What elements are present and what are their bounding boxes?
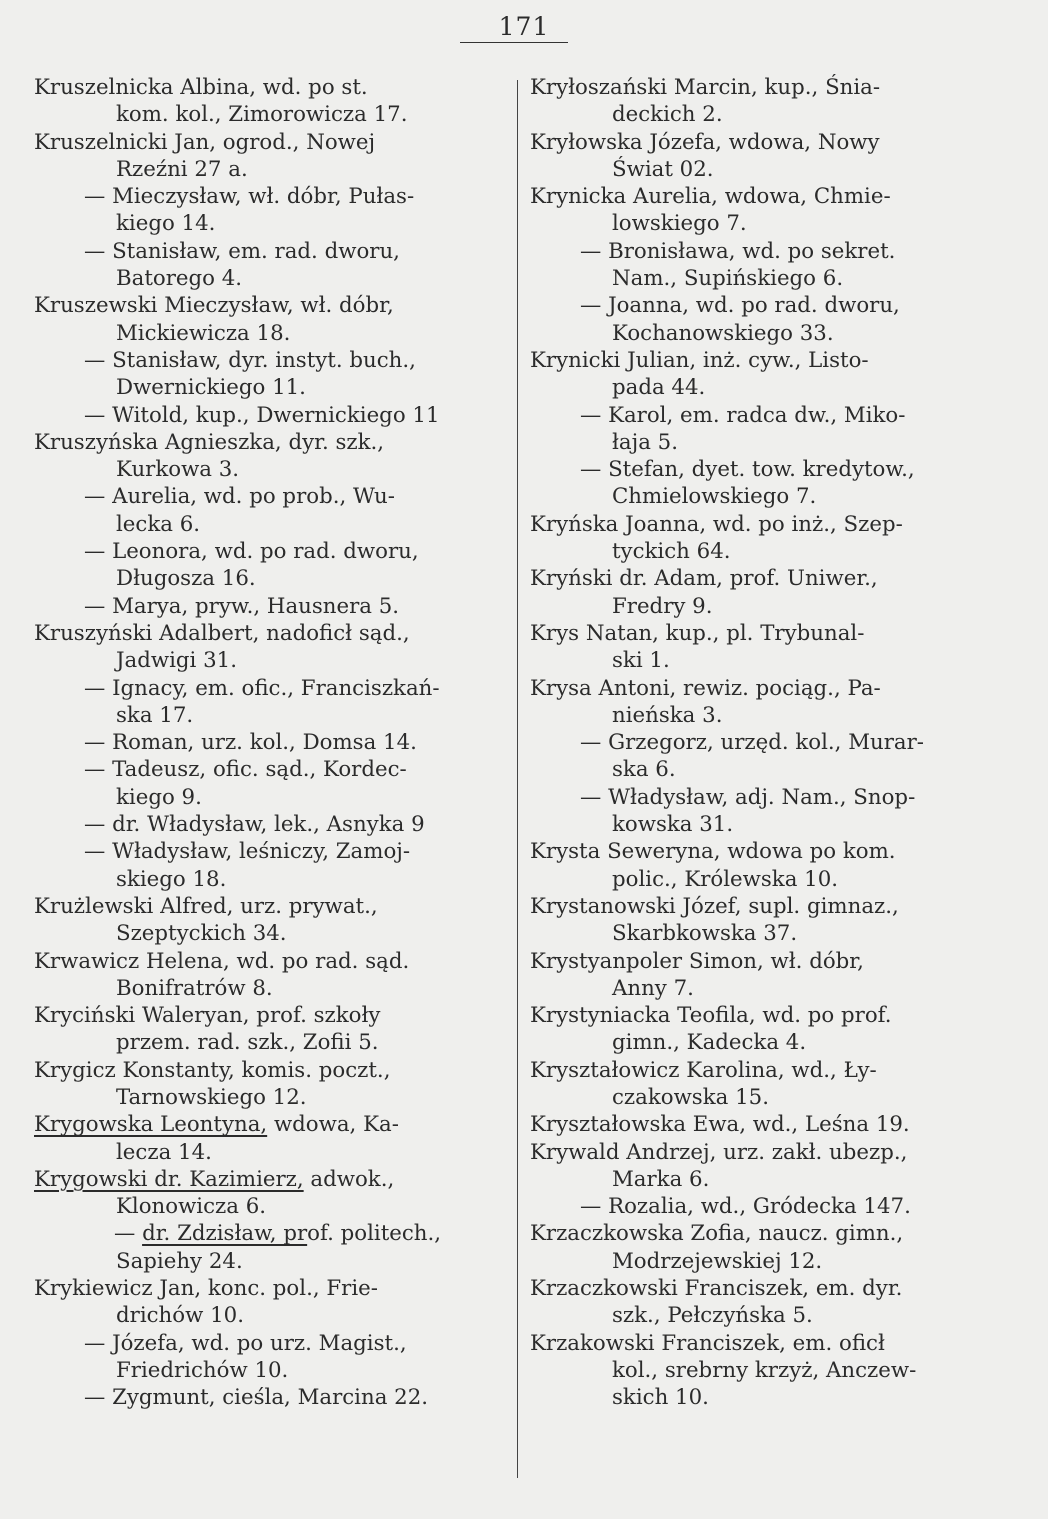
entry-continuation: Skarbkowska 37. (612, 921, 798, 947)
entry-line: Kryłowska Józefa, wdowa, Nowy (530, 129, 880, 155)
entry-line: Krykiewicz Jan, konc. pol., Frie- (34, 1276, 378, 1302)
sub-entry-line: — Aurelia, wd. po prob., Wu- (84, 484, 395, 510)
entry-continuation: pada 44. (612, 375, 706, 401)
sub-entry-line: — Józefa, wd. po urz. Magist., (84, 1330, 407, 1356)
entry-continuation: Anny 7. (612, 975, 694, 1001)
entry-continuation: Batorego 4. (116, 266, 243, 292)
entry-continuation: kol., srebrny krzyż, Anczew- (612, 1357, 917, 1383)
entry-line: Krywald Andrzej, urz. zakł. ubezp., (530, 1139, 908, 1165)
entry-line: Krużlewski Alfred, urz. prywat., (34, 893, 378, 919)
entry-continuation: Tarnowskiego 12. (116, 1084, 307, 1110)
entry-line: Krystyanpoler Simon, wł. dóbr, (530, 948, 864, 974)
entry-continuation: Dwernickiego 11. (116, 375, 306, 401)
entry-continuation: Sapiehy 24. (116, 1248, 243, 1274)
entry-continuation: Bonifratrów 8. (116, 975, 273, 1001)
left-column (34, 74, 510, 1412)
right-column (530, 74, 1008, 1412)
header-rule (460, 42, 568, 43)
entry-continuation: skiego 18. (116, 866, 227, 892)
sub-entry-line: — Karol, em. radca dw., Miko- (580, 402, 906, 428)
entry-continuation: przem. rad. szk., Zofii 5. (116, 1030, 379, 1056)
entry-line: Kryciński Waleryan, prof. szkoły (34, 1003, 381, 1029)
entry-continuation: ska 17. (116, 702, 194, 728)
entry-line (34, 1166, 510, 1193)
sub-entry-line: — dr. Władysław, lek., Asnyka 9 (84, 812, 425, 838)
entry-line: Krzaczkowska Zofia, naucz. gimn., (530, 1221, 904, 1247)
entry-line: Krynicki Julian, inż. cyw., Listo- (530, 347, 869, 373)
entry-rest: adwok., (303, 1166, 395, 1192)
entry-line: Krystanowski Józef, supl. gimnaz., (530, 893, 899, 919)
entry-line: Kruszelnicki Jan, ogrod., Nowej (34, 129, 376, 155)
entry-line: Kryształowska Ewa, wd., Leśna 19. (530, 1112, 910, 1138)
sub-entry-line: — Władysław, adj. Nam., Snop- (580, 784, 916, 810)
entry-continuation: Rzeźni 27 a. (116, 156, 248, 182)
entry-continuation: deckich 2. (612, 102, 723, 128)
entry-continuation: ska 6. (612, 757, 676, 783)
entry-line (34, 1111, 510, 1138)
entry-continuation: łaja 5. (612, 429, 678, 455)
entry-continuation: Chmielowskiego 7. (612, 484, 817, 510)
sub-entry-line: — Leonora, wd. po rad. dworu, (84, 539, 419, 565)
entry-line: Krwawicz Helena, wd. po rad. sąd. (34, 948, 410, 974)
entry-continuation: Nam., Supińskiego 6. (612, 266, 844, 292)
sub-entry-line: — Marya, pryw., Hausnera 5. (84, 593, 400, 619)
entry-line: Krzakowski Franciszek, em. oficł (530, 1330, 885, 1356)
sub-entry-line (34, 1220, 510, 1247)
entry-line: Kryształowicz Karolina, wd., Ły- (530, 1057, 877, 1083)
entry-continuation: lowskiego 7. (612, 211, 747, 237)
entry-line: Krysa Antoni, rewiz. pociąg., Pa- (530, 675, 881, 701)
entry-continuation: Marka 6. (612, 1166, 710, 1192)
column-divider (517, 80, 518, 1478)
sub-entry-line: — Grzegorz, urzęd. kol., Murar- (580, 730, 924, 756)
entry-line: Kruszyński Adalbert, nadoficł sąd., (34, 620, 410, 646)
sub-entry-line: — Zygmunt, cieśla, Marcina 22. (84, 1385, 429, 1411)
entry-continuation: czakowska 15. (612, 1084, 769, 1110)
entry-line: Krygicz Konstanty, komis. poczt., (34, 1057, 391, 1083)
entry-continuation: drichów 10. (116, 1303, 244, 1329)
entry-continuation: szk., Pełczyńska 5. (612, 1303, 813, 1329)
underlined-name: Krygowski dr. Kazimierz, (34, 1166, 304, 1192)
entry-rest: of. politech., (307, 1221, 442, 1247)
sub-entry-line: — Witold, kup., Dwernickiego 11 (84, 402, 440, 428)
entry-continuation: lecka 6. (116, 511, 201, 537)
entry-line: Krystyniacka Teofila, wd. po prof. (530, 1003, 892, 1029)
sub-entry-line: — Stanisław, dyr. instyt. buch., (84, 347, 416, 373)
entry-line: Krzaczkowski Franciszek, em. dyr. (530, 1276, 903, 1302)
entry-line: Krys Natan, kup., pl. Trybunal- (530, 620, 865, 646)
entry-line: Kryński dr. Adam, prof. Uniwer., (530, 566, 878, 592)
entry-continuation: Mickiewicza 18. (116, 320, 291, 346)
underlined-name: Krygowska Leontyna, (34, 1112, 268, 1138)
sub-entry-line: — Tadeusz, ofic. sąd., Kordec- (84, 757, 407, 783)
entry-rest: wdowa, Ka- (267, 1112, 399, 1138)
entry-line: Kryńska Joanna, wd. po inż., Szep- (530, 511, 903, 537)
entry-continuation: Świat 02. (612, 156, 714, 182)
entry-prefix: — (114, 1221, 143, 1247)
entry-continuation: Szeptyckich 34. (116, 921, 287, 947)
entry-continuation: nieńska 3. (612, 702, 723, 728)
entry-line: Kruszyńska Agnieszka, dyr. szk., (34, 429, 385, 455)
sub-entry-line: — Joanna, wd. po rad. dworu, (580, 293, 900, 319)
entry-line: Kryłoszański Marcin, kup., Śnia- (530, 75, 881, 100)
entry-continuation: kom. kol., Zimorowicza 17. (116, 102, 408, 128)
entry-continuation: kowska 31. (612, 812, 734, 838)
underlined-name: dr. Zdzisław, pr (142, 1221, 308, 1247)
entry-continuation: gimn., Kadecka 4. (612, 1030, 807, 1056)
entry-continuation: ski 1. (612, 648, 670, 674)
entry-continuation: tyckich 64. (612, 539, 731, 565)
entry-continuation: Kochanowskiego 33. (612, 320, 834, 346)
entry-continuation: skich 10. (612, 1385, 709, 1411)
sub-entry-line: — Stanisław, em. rad. dworu, (84, 238, 400, 264)
entry-continuation: polic., Królewska 10. (612, 866, 839, 892)
entry-line: Kruszewski Mieczysław, wł. dóbr, (34, 293, 394, 319)
entry-continuation: Modrzejewskiej 12. (612, 1248, 823, 1274)
sub-entry-line: — Bronisława, wd. po sekret. (580, 238, 896, 264)
sub-entry-line: — Rozalia, wd., Gródecka 147. (580, 1194, 911, 1220)
sub-entry-line: — Roman, urz. kol., Domsa 14. (84, 730, 417, 756)
entry-continuation: Kurkowa 3. (116, 457, 240, 483)
entry-continuation: Fredry 9. (612, 593, 713, 619)
entry-line: Krysta Seweryna, wdowa po kom. (530, 839, 896, 865)
entry-continuation: Friedrichów 10. (116, 1357, 289, 1383)
entry-continuation: Klonowicza 6. (116, 1194, 267, 1220)
sub-entry-line: — Mieczysław, wł. dóbr, Pułas- (84, 184, 415, 210)
entry-continuation: Długosza 16. (116, 566, 256, 592)
entry-continuation: kiego 14. (116, 211, 216, 237)
entry-continuation: Jadwigi 31. (116, 648, 237, 674)
entry-continuation: kiego 9. (116, 784, 202, 810)
page-number: 171 (498, 12, 550, 41)
sub-entry-line: — Władysław, leśniczy, Zamoj- (84, 839, 411, 865)
entry-line: Kruszelnicka Albina, wd. po st. (34, 75, 368, 100)
entry-line: Krynicka Aurelia, wdowa, Chmie- (530, 184, 891, 210)
sub-entry-line: — Stefan, dyet. tow. kredytow., (580, 457, 915, 483)
sub-entry-line: — Ignacy, em. ofic., Franciszkań- (84, 675, 440, 701)
entry-continuation: lecza 14. (116, 1139, 212, 1165)
